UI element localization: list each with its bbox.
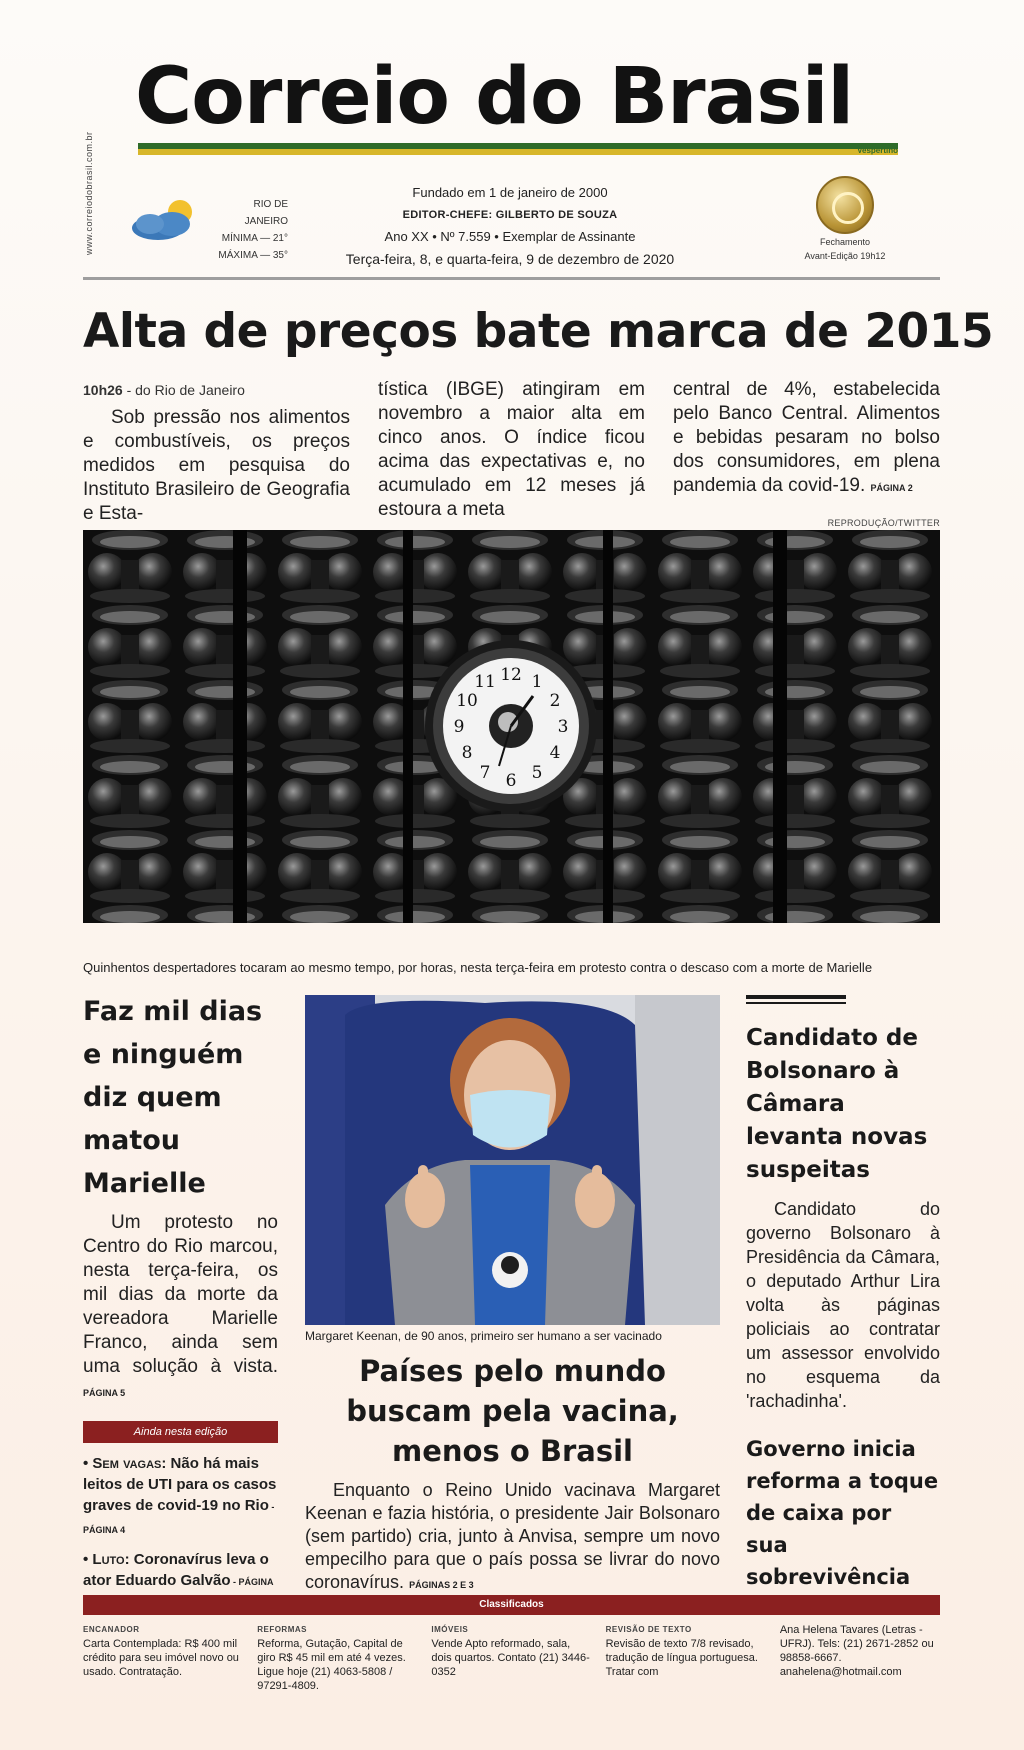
vaccine-photo-caption: Margaret Keenan, de 90 anos, primeiro ser humano a ser vacinado <box>305 1329 662 1343</box>
svg-text:4: 4 <box>549 743 561 763</box>
marielle-body <box>83 1211 278 1405</box>
ad-text: Carta Contemplada: R$ 400 mil crédito para seu imóvel novo ou usado. Contratação. <box>83 1638 239 1678</box>
svg-text:1: 1 <box>531 672 543 692</box>
byline-time: 10h26 <box>83 382 123 398</box>
svg-text:5: 5 <box>531 763 543 783</box>
byline <box>83 378 350 402</box>
publication-info <box>320 182 700 270</box>
svg-text:3: 3 <box>557 717 569 737</box>
svg-text:10: 10 <box>456 691 478 711</box>
byline-place: - do Rio de Janeiro <box>122 382 245 398</box>
item-tag: Sem vagas: <box>92 1455 167 1472</box>
vaccinated-woman-photo <box>305 995 720 1325</box>
marielle-story <box>83 990 278 1624</box>
partly-cloudy-icon <box>128 196 210 244</box>
vaccine-body <box>305 1479 720 1597</box>
svg-text:11: 11 <box>474 672 496 692</box>
page-reference[interactable]: PÁGINA 2 <box>870 483 913 493</box>
svg-text:9: 9 <box>453 717 465 737</box>
classified-ad[interactable] <box>257 1623 417 1693</box>
reform-headline[interactable]: Governo inicia reforma a toque de caixa por sua sobrevivência <box>746 1437 939 1589</box>
lead-col-2: tística (IBGE) atingiram em novembro a maior alta em cinco anos. O índice ficou acima das expectativas e, no acumulado em 12 meses já estoura a meta <box>378 379 645 520</box>
classifieds-section <box>83 1623 940 1693</box>
ad-text: Reforma, Gutação, Capital de giro R$ 45 mil em até 4 vezes. Ligue hoje (21) 4063-5808 / 97291-4809. <box>257 1638 406 1692</box>
divider <box>746 995 846 999</box>
svg-text:6: 6 <box>505 771 517 791</box>
edition-tag: Vespertino <box>857 146 898 155</box>
item-tag: Luto: <box>92 1551 130 1568</box>
alarm-clocks-photo <box>83 530 940 923</box>
marielle-headline[interactable]: Faz mil dias e ninguém diz quem matou Marielle <box>83 996 263 1199</box>
website-url: www.correiodobrasil.com.br <box>84 131 94 255</box>
classified-ad[interactable] <box>83 1623 243 1693</box>
seal-line1: Fechamento <box>819 237 871 247</box>
page-reference[interactable]: PÁGINA 5 <box>83 1388 126 1398</box>
divider <box>83 277 940 280</box>
masthead-color-bar <box>138 143 898 155</box>
weather-widget <box>128 196 288 261</box>
weather-max: MÁXIMA — 35° <box>218 250 288 261</box>
classified-ad[interactable] <box>780 1623 940 1693</box>
classified-ad[interactable] <box>431 1623 591 1693</box>
weather-min: MÍNIMA — 21° <box>221 233 288 244</box>
lead-headline[interactable]: Alta de preços bate marca de 2015 <box>83 304 994 359</box>
classifieds-bar: Classificados <box>83 1595 940 1615</box>
svg-text:8: 8 <box>461 743 473 763</box>
editor-line: EDITOR-CHEFE: GILBERTO DE SOUZA <box>402 209 618 221</box>
list-item[interactable]: • Sem vagas: Não há mais leitos de UTI para os casos graves de covid-19 no Rio - PÁGINA 4 <box>83 1455 277 1535</box>
ad-text: Revisão de texto 7/8 revisado, tradução de língua portuguesa. Tratar com <box>605 1638 758 1678</box>
item-text: Coronavírus leva o ator Eduardo Galvão <box>83 1551 269 1589</box>
item-text: Não há mais leitos de UTI para os casos graves de covid-19 no Rio <box>83 1455 277 1514</box>
page-reference: - PÁGINA 4 <box>83 1502 275 1535</box>
photo-credit: REPRODUÇÃO/TWITTER <box>827 518 940 528</box>
closing-seal <box>800 176 890 262</box>
seal-icon <box>816 176 874 234</box>
weather-city: RIO DE JANEIRO <box>244 199 288 227</box>
list-item[interactable]: • Luto: Coronavírus leva o ator Eduardo Galvão - PÁGINA <box>83 1549 278 1616</box>
seal-line2: Avant-Edição 19h12 <box>804 251 886 261</box>
divider <box>746 1002 846 1004</box>
page-reference: - PÁGINA <box>233 1577 274 1587</box>
svg-text:2: 2 <box>549 691 561 711</box>
lead-story-body <box>83 378 940 526</box>
lira-story <box>746 995 940 1607</box>
svg-text:7: 7 <box>479 763 491 783</box>
ad-heading: REFORMAS <box>257 1625 307 1634</box>
svg-text:12: 12 <box>500 665 522 685</box>
issue-line: Ano XX • Nº 7.559 • Exemplar de Assinante <box>384 229 636 244</box>
founded-line: Fundado em 1 de janeiro de 2000 <box>412 185 608 200</box>
ad-heading: ENCANADOR <box>83 1625 140 1634</box>
main-photo-caption: Quinhentos despertadores tocaram ao mesmo tempo, por horas, nesta terça-feira em protesto contra o descaso com a morte de Marielle <box>83 960 873 975</box>
vaccine-headline[interactable]: Países pelo mundo buscam pela vacina, menos o Brasil <box>346 1354 679 1468</box>
newspaper-title: Correio do Brasil <box>135 52 854 142</box>
classified-ad[interactable] <box>606 1623 766 1693</box>
lead-col-3: central de 4%, estabelecida pelo Banco Central. Alimentos e bebidas pesaram no bolso dos consumidores, em plena pandemia da covid-19. <box>673 379 940 496</box>
date-line: Terça-feira, 8, e quarta-feira, 9 de dezembro de 2020 <box>345 251 675 267</box>
also-in-edition-bar: Ainda nesta edição <box>83 1421 278 1443</box>
lira-body: Candidato do governo Bolsonaro à Presidência da Câmara, o deputado Arthur Lira volta às páginas policiais ao contratar um assessor envolvido no esquema da 'rachadinha'. <box>746 1199 940 1411</box>
ad-text: Ana Helena Tavares (Letras - UFRJ). Tels: (21) 2671-2852 ou 98858-6667. anahelena@hotmail.com <box>779 1624 934 1678</box>
lead-col-1: Sob pressão nos alimentos e combustíveis, os preços medidos em pesquisa do Instituto Brasileiro de Geografia e Esta- <box>83 407 350 524</box>
marielle-text: Um protesto no Centro do Rio marcou, nesta terça-feira, os mil dias da morte da vereadora Marielle Franco, ainda sem uma solução à vista. <box>83 1212 278 1377</box>
ad-heading: REVISÃO DE TEXTO <box>605 1625 692 1634</box>
vaccine-text: Enquanto o Reino Unido vacinava Margaret Keenan e fazia história, o presidente Jair Bolsonaro (sem partido) cria, junto à Anvisa, sempre um novo empecilho para que o país possa se livrar do novo coronavírus. <box>305 1480 720 1592</box>
ad-heading: IMÓVEIS <box>431 1625 469 1634</box>
masthead <box>135 52 900 142</box>
page-reference[interactable]: PÁGINAS 2 E 3 <box>409 1580 474 1590</box>
lira-headline[interactable]: Candidato de Bolsonaro à Câmara levanta novas suspeitas <box>746 1025 928 1183</box>
vaccine-story <box>305 995 720 1597</box>
ad-text: Vende Apto reformado, sala, dois quartos. Contato (21) 3446-0352 <box>431 1638 590 1678</box>
also-in-edition-list <box>83 1453 278 1616</box>
